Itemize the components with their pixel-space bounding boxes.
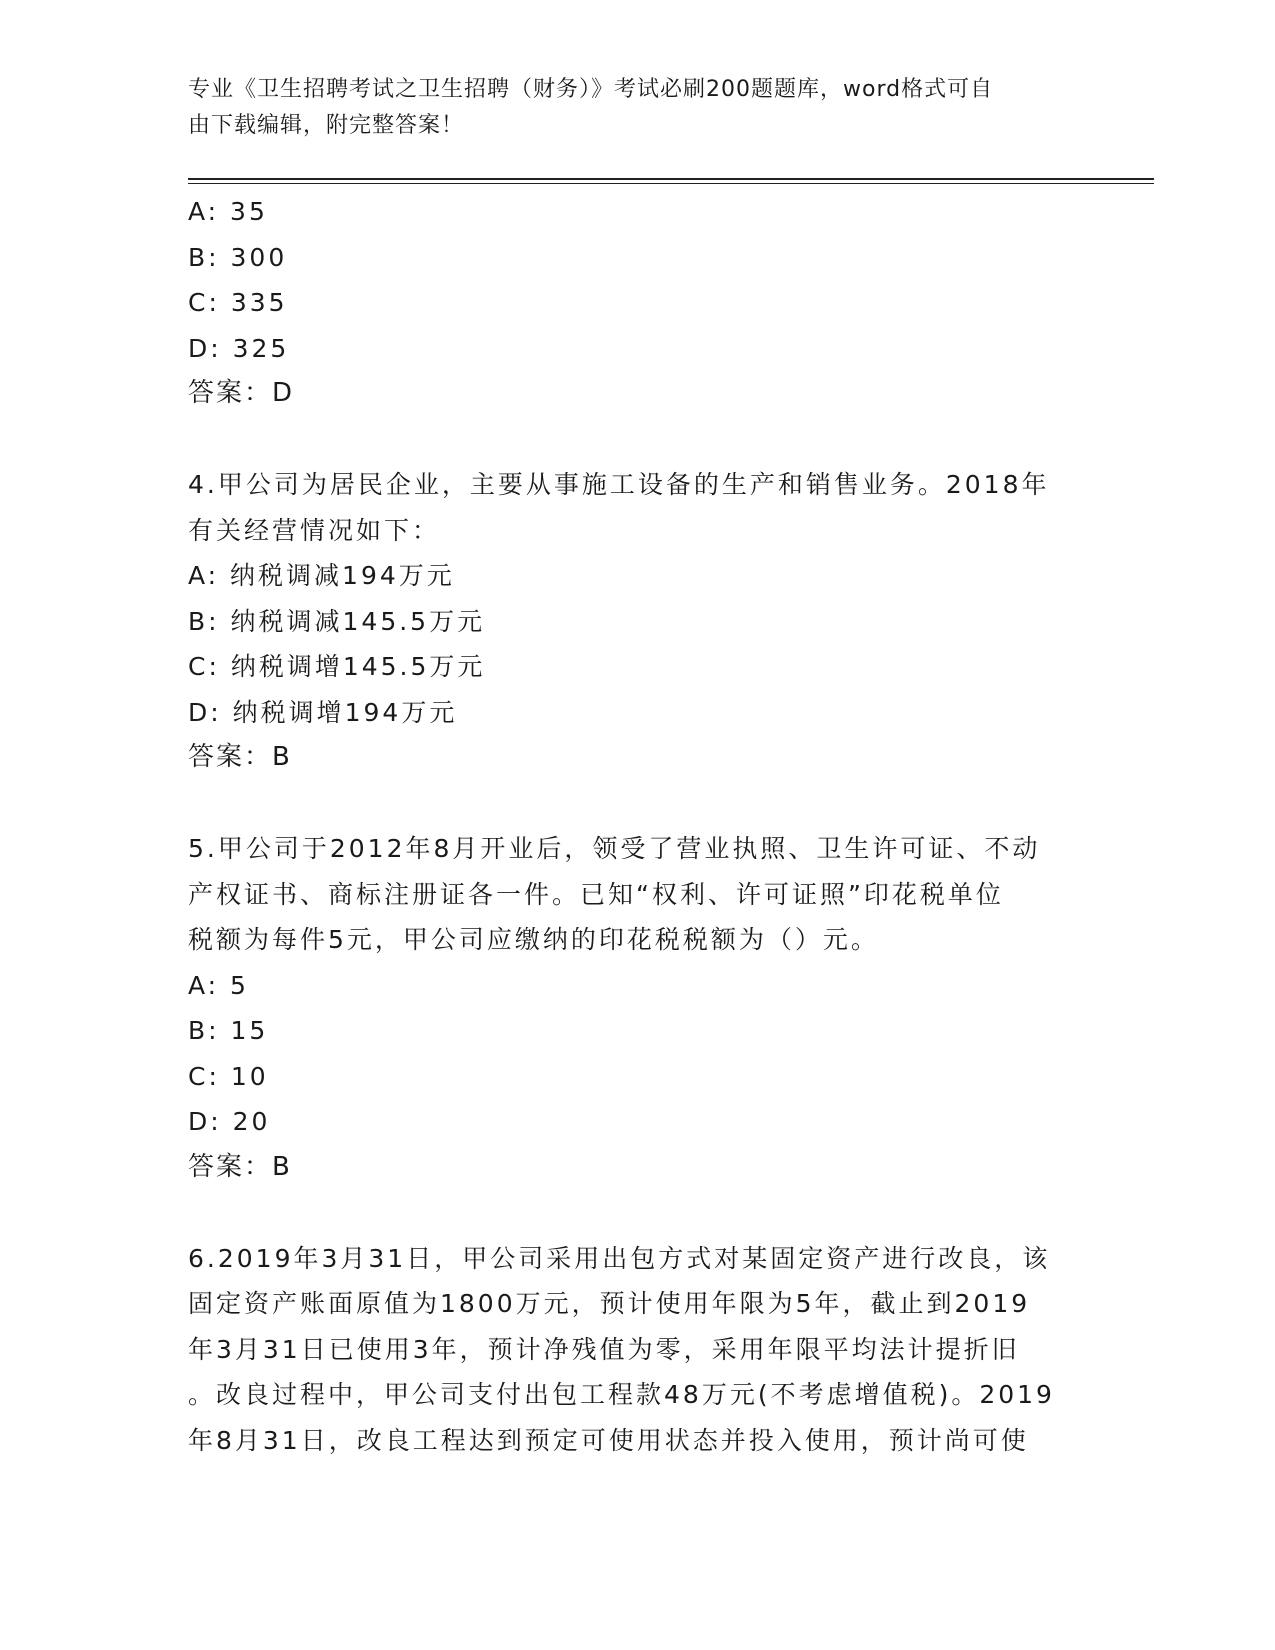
question-4-block	[188, 462, 1088, 781]
question-stem-line: 4.甲公司为居民企业，主要从事施工设备的生产和销售业务。2018年	[188, 470, 1050, 499]
question-stem-line: 固定资产账面原值为1800万元，预计使用年限为5年，截止到2019	[188, 1289, 1031, 1318]
answer-line: 答案：D	[188, 378, 295, 408]
header-line-1: 专业《卫生招聘考试之卫生招聘（财务）》考试必刷200题题库，word格式可自	[188, 77, 994, 102]
spacer	[188, 781, 1088, 827]
option-c: C: 335	[188, 288, 288, 317]
spacer	[188, 417, 1088, 463]
option-d: D: 20	[188, 1107, 271, 1136]
option-c: C: 纳税调增145.5万元	[188, 652, 486, 681]
header-line-2: 由下载编辑，附完整答案！	[188, 113, 465, 138]
option-d: D: 纳税调增194万元	[188, 697, 458, 727]
spacer	[188, 1190, 1088, 1236]
question-stem-line: 年8月31日，改良工程达到预定可使用状态并投入使用，预计尚可使	[188, 1425, 1029, 1455]
question-stem-line: 。改良过程中，甲公司支付出包工程款48万元(不考虑增值税)。2019	[188, 1380, 1055, 1409]
question-stem-line: 5.甲公司于2012年8月开业后，领受了营业执照、卫生许可证、不动	[188, 834, 1041, 863]
option-b: B: 300	[188, 242, 288, 272]
document-body	[188, 189, 1088, 1463]
option-a: A: 35	[188, 197, 268, 226]
option-a: A: 纳税调减194万元	[188, 561, 455, 590]
option-b: B: 15	[188, 1016, 269, 1045]
question-5-block	[188, 826, 1088, 1190]
question-stem-line: 税额为每件5元，甲公司应缴纳的印花税税额为（）元。	[188, 925, 879, 954]
option-c: C: 10	[188, 1061, 269, 1091]
option-b: B: 纳税调减145.5万元	[188, 606, 486, 636]
question-stem-line: 年3月31日已使用3年，预计净残值为零，采用年限平均法计提折旧	[188, 1334, 1020, 1364]
header-divider-thick	[188, 178, 1154, 180]
answer-line: 答案：B	[188, 1151, 292, 1182]
question-stem-line: 6.2019年3月31日，甲公司采用出包方式对某固定资产进行改良，该	[188, 1243, 1051, 1273]
question-3-block	[188, 189, 1088, 417]
option-d: D: 325	[188, 333, 290, 363]
question-stem-line: 有关经营情况如下：	[188, 515, 441, 545]
question-6-block	[188, 1236, 1088, 1464]
option-a: A: 5	[188, 970, 249, 1000]
header-divider-thin	[188, 183, 1154, 184]
answer-line: 答案：B	[188, 742, 292, 772]
document-header	[188, 72, 1068, 144]
question-stem-line: 产权证书、商标注册证各一件。已知“权利、许可证照”印花税单位	[188, 879, 1004, 909]
